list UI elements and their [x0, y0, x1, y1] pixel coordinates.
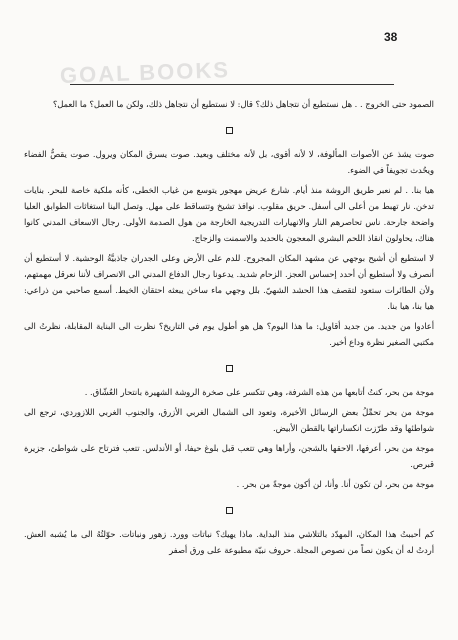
watermark: GOAL BOOKS	[59, 57, 231, 88]
header-rule	[70, 84, 394, 85]
paragraph: أعادوا من جديد. من جديد أقاويل: ما هذا اليوم؟ هل هو أطول يوم في التاريخ؟ نظرت الى البناية المقابلة، نظرتُ الى مكتبي الصغير نظرة وداع أخير.	[24, 321, 434, 347]
paragraph: صوت يشذ عن الأصوات المألوفة، لا لأنه أقوى، بل لأنه مختلف وبعيد. صوت يسرق المكان ويرول. صوت يقصُّ الفضاء ويحُدث تجويفاً في الضوء.	[24, 149, 434, 175]
section-divider	[24, 504, 434, 516]
paragraph: موجة من بحر، لن تكون أنا. وأنا، لن أكون موجةً من بحر. .	[236, 479, 434, 489]
paragraph: لا استطيع أن أشيح بوجهي عن مشهد المكان المجروح. للدم على الأرض وعلى الجدران جاذبيَّةُ الوحشية. لا أستطيع أن أنصرف ولا أستطيع أن أحدد إحساس العجز. الزحام شديد. يدعونا رجال الدفاع المدني الى الانصراف لأننا نعرقل مهمتهم، ولأن الطائرات ستعود لتقصف هذا الحشد الشهيّ. بلل وجهي ماء ساخن يبعثه احتقان الخيط. أسمع صاحبي من ذراعي: هيا بنا، هيا بنا.	[24, 253, 434, 311]
paragraph: الصمود حتى الخروج . . هل نستطيع أن نتجاهل ذلك؟ قال: لا نستطيع أن نتجاهل ذلك، ولكن ما العمل؟ ما العمل؟	[52, 99, 434, 109]
square-ornament-icon	[226, 127, 233, 134]
paragraph: موجة من بحر، أعرفها، الاحقها بالشجن، وأراها وهي تتعب قبل بلوغ حيفا، أو الأندلس. تتعب فترتاح على شواطئ، جزيرة قبرص.	[24, 443, 434, 469]
square-ornament-icon	[226, 365, 233, 372]
paragraph: كم أحببتُ هذا المكان، المهدّد بالتلاشي منذ البداية. ماذا يهيك؟ نباتات وورد. زهور ونباتات. حوّلتُهُ الى ما يُشبه العش. أردتُ له أن يكون نصاً من نصوص المجلة. حروف نبيّة مطبوعة على ورق أصفر	[24, 529, 434, 555]
square-ornament-icon	[226, 507, 233, 514]
page-number: 38	[384, 30, 398, 44]
paragraph: موجة من بحر تحمِّلُ بعض الرسائل الأخيرة، وتعود الى الشمال الغربي الأزرق، والجنوب الغربي اللازوردي، ترجع الى شواطئها وقد طرّزت انكساراتها بالقطن الأبيض.	[24, 407, 434, 433]
paragraph: موجة من بحر، كنتُ أتابعها من هذه الشرفة، وهي تتكسر على صخرة الروشة الشهيرة بانتحار العُشّاق. .	[84, 387, 434, 397]
section-divider	[24, 124, 434, 136]
section-divider	[24, 362, 434, 374]
paragraph: هيا بنا. . لم نعبر طريق الروشة منذ أيام. شارع عريض مهجور يتوسع من غياب الخطى، كأنه ملكية خاصة للبحر. بنايات تدخن. نار تهبط من أعلى الى أسفل. حريق مقلوب. نوافذ تشيخ وتتساقط على مهل. وتصل الينا استغاثات الطوابق العليا واضحة جارحة. ناس تحاصرهم النار والانهيارات التدريجية الخارجة من هول الصدمة الأولى. رجال الاسعاف المدني كانوا هناك، يحاولون انقاذ اللحم البشري المعجون بالحديد والاسمنت والزجاج.	[24, 185, 434, 243]
page-body	[24, 96, 434, 558]
